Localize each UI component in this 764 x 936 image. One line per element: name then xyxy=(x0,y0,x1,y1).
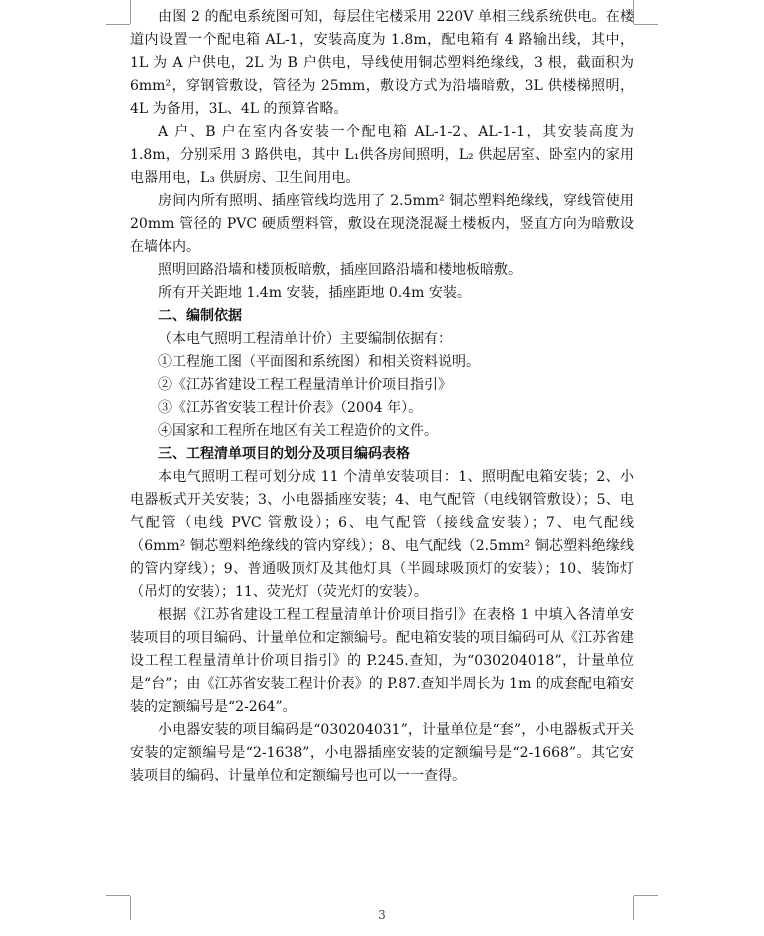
paragraph: 本电气照明工程可划分成 11 个清单安装项目：1、照明配电箱安装；2、小电器板式开关安装；3、小电器插座安装；4、电气配管（电线钢管敷设）；5、电气配管（电线 PVC 管敷设）；6、电气配管（接线盒安装）；7、电气配线（6mm² 铜芯塑料绝缘线的管内穿线）；8、电气配线（2.5mm² 铜芯塑料绝缘线的管内穿线）；9、普通吸顶灯及其他灯具（半圆球吸顶灯的安装）；10、装饰灯（吊灯的安装）；11、荧光灯（荧光灯的安装）。 xyxy=(130,469,634,600)
section-heading: 三、工程清单项目的划分及项目编码表格 xyxy=(158,446,410,462)
paragraph: 房间内所有照明、插座管线均选用了 2.5mm² 铜芯塑料绝缘线，穿线管使用 20mm 管径的 PVC 硬质塑料管，敷设在现浇混凝土楼板内，竖直方向为暗敷设在墙体内。 xyxy=(130,193,634,255)
paragraph: 根据《江苏省建设工程工程量清单计价项目指引》在表格 1 中填入各清单安装项目的项目编码、计量单位和定额编号。配电箱安装的项目编码可从《江苏省建设工程工程量清单计价项目指引》的 P.245.查知，为“030204018”，计量单位是“台”；由《江苏省安装工程计价表》的 P.87.查知半周长为 1m 的成套配电箱安装的定额编号是“2-264”。 xyxy=(130,607,634,715)
paragraph: A 户、B 户在室内各安装一个配电箱 AL-1-2、AL-1-1，其安装高度为 1.8m，分别采用 3 路供电，其中 L₁供各房间照明，L₂ 供起居室、卧室内的家用电器用电，L₃ 供厨房、卫生间用电。 xyxy=(130,124,634,186)
crop-mark xyxy=(106,895,130,896)
crop-mark xyxy=(634,895,658,896)
list-item: ①工程施工图（平面图和系统图）和相关资料说明。 xyxy=(158,354,480,370)
list-item: （本电气照明工程清单计价）主要编制依据有： xyxy=(158,331,452,347)
list-item: ④国家和工程所在地区有关工程造价的文件。 xyxy=(158,423,438,439)
list-item: ③《江苏省安装工程计价表》（2004 年）。 xyxy=(158,400,423,416)
document-body xyxy=(130,6,634,788)
paragraph: 小电器安装的项目编码是“030204031”，计量单位是“套”，小电器板式开关安装的定额编号是“2-1638”，小电器插座安装的定额编号是“2-1668”。其它安装项目的编码、计量单位和定额编号也可以一一查得。 xyxy=(130,722,634,784)
list-item: ②《江苏省建设工程工程量清单计价项目指引》 xyxy=(158,377,452,393)
paragraph: 照明回路沿墙和楼顶板暗敷，插座回路沿墙和楼地板暗敷。 xyxy=(158,262,522,278)
page-number: 3 xyxy=(378,908,386,922)
paragraph: 由图 2 的配电系统图可知，每层住宅楼采用 220V 单相三线系统供电。在楼道内设置一个配电箱 AL-1，安装高度为 1.8m，配电箱有 4 路输出线，其中，1L 为 A 户供电，2L 为 B 户供电，导线使用铜芯塑料绝缘线，3 根，截面积为 6mm²，穿钢管敷设，管径为 25mm，敷设方式为沿墙暗敷，3L 供楼梯照明，4L 为备用，3L、4L 的预算省略。 xyxy=(130,9,634,117)
paragraph: 所有开关距地 1.4m 安装，插座距地 0.4m 安装。 xyxy=(158,285,471,301)
crop-mark xyxy=(634,24,658,25)
section-heading: 二、编制依据 xyxy=(158,308,242,324)
crop-mark xyxy=(106,24,130,25)
